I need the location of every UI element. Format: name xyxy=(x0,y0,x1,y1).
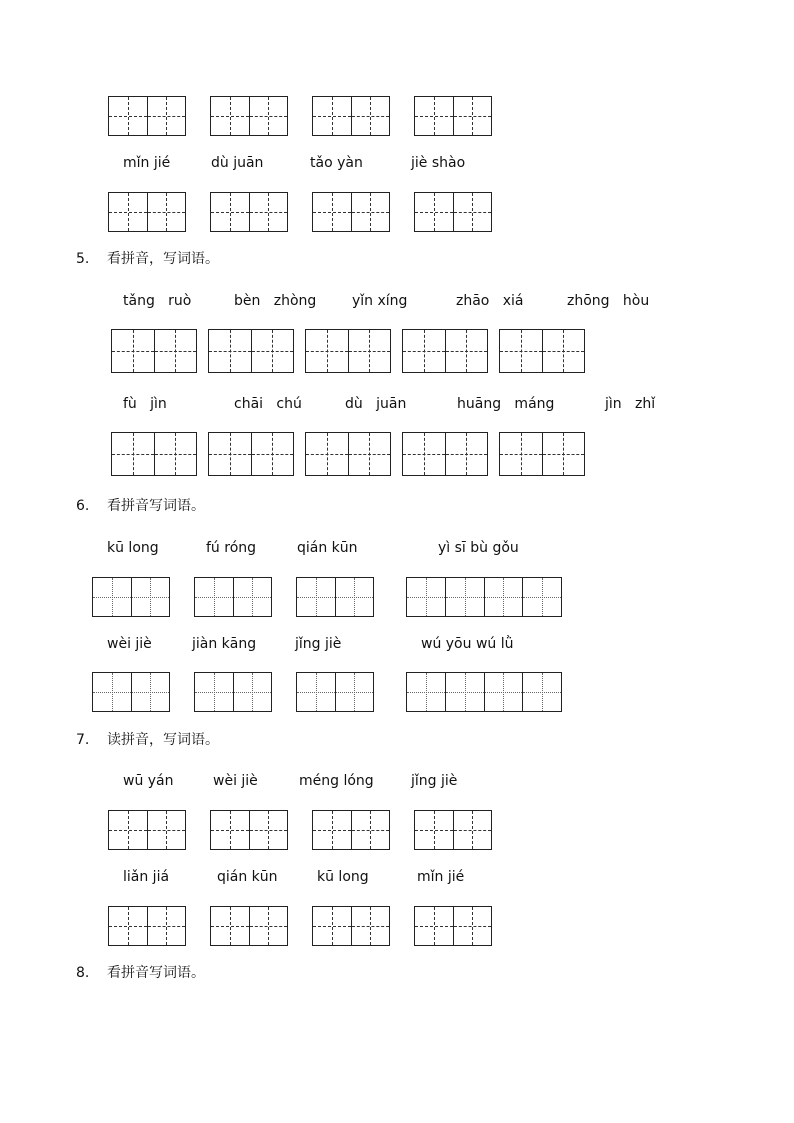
pinyin-label: dù juān xyxy=(345,396,407,412)
pinyin-label: zhōng hòu xyxy=(567,293,650,309)
pinyin-label: tǎo yàn xyxy=(310,155,363,171)
pinyin-label: wū yán xyxy=(123,773,174,789)
pinyin-label: kū long xyxy=(317,869,369,885)
writing-grid-2char[interactable] xyxy=(414,906,492,946)
writing-grid-2char[interactable] xyxy=(111,329,197,373)
question-number: 6. xyxy=(76,498,90,514)
pinyin-label: jiàn kāng xyxy=(192,636,257,652)
writing-grid-2char[interactable] xyxy=(305,329,391,373)
writing-grid-2char[interactable] xyxy=(92,577,170,617)
writing-grid-4char[interactable] xyxy=(406,672,562,712)
writing-grid-2char[interactable] xyxy=(108,192,186,232)
writing-grid-2char[interactable] xyxy=(108,810,186,850)
pinyin-label: fù jìn xyxy=(123,396,167,412)
writing-grid-2char[interactable] xyxy=(312,810,390,850)
pinyin-label: chāi chú xyxy=(234,396,302,412)
pinyin-label: jǐng jiè xyxy=(295,636,342,652)
writing-grid-2char[interactable] xyxy=(312,96,390,136)
writing-grid-4char[interactable] xyxy=(406,577,562,617)
question-instruction: 读拼音，写词语。 xyxy=(107,732,219,748)
writing-grid-2char[interactable] xyxy=(499,432,585,476)
question-instruction: 看拼音写词语。 xyxy=(107,498,205,514)
pinyin-label: wèi jiè xyxy=(213,773,258,789)
pinyin-label: qián kūn xyxy=(297,540,358,556)
pinyin-label: méng lóng xyxy=(299,773,374,789)
pinyin-label: jiè shào xyxy=(411,155,466,171)
pinyin-label: yǐn xíng xyxy=(352,293,408,309)
pinyin-label: jǐng jiè xyxy=(411,773,458,789)
writing-grid-2char[interactable] xyxy=(499,329,585,373)
writing-grid-2char[interactable] xyxy=(194,672,272,712)
pinyin-label: zhāo xiá xyxy=(456,293,524,309)
writing-grid-2char[interactable] xyxy=(296,672,374,712)
writing-grid-2char[interactable] xyxy=(296,577,374,617)
writing-grid-2char[interactable] xyxy=(194,577,272,617)
writing-grid-2char[interactable] xyxy=(402,432,488,476)
pinyin-label: huāng máng xyxy=(457,396,555,412)
writing-grid-2char[interactable] xyxy=(312,192,390,232)
question-number: 8. xyxy=(76,965,90,981)
pinyin-label: tǎng ruò xyxy=(123,293,192,309)
writing-grid-2char[interactable] xyxy=(210,96,288,136)
question-number: 7. xyxy=(76,732,90,748)
pinyin-label: bèn zhòng xyxy=(234,293,317,309)
writing-grid-2char[interactable] xyxy=(108,906,186,946)
writing-grid-2char[interactable] xyxy=(111,432,197,476)
pinyin-label: jìn zhǐ xyxy=(605,396,656,412)
writing-grid-2char[interactable] xyxy=(208,432,294,476)
writing-grid-2char[interactable] xyxy=(92,672,170,712)
writing-grid-2char[interactable] xyxy=(210,810,288,850)
question-number: 5. xyxy=(76,251,90,267)
pinyin-label: qián kūn xyxy=(217,869,278,885)
question-instruction: 看拼音，写词语。 xyxy=(107,251,219,267)
question-instruction: 看拼音写词语。 xyxy=(107,965,205,981)
writing-grid-2char[interactable] xyxy=(108,96,186,136)
pinyin-label: kū long xyxy=(107,540,159,556)
pinyin-label: dù juān xyxy=(211,155,264,171)
pinyin-label: fú róng xyxy=(206,540,257,556)
pinyin-label: mǐn jié xyxy=(417,869,465,885)
pinyin-label: yì sī bù gǒu xyxy=(438,540,519,556)
writing-grid-2char[interactable] xyxy=(210,906,288,946)
writing-grid-2char[interactable] xyxy=(305,432,391,476)
writing-grid-2char[interactable] xyxy=(312,906,390,946)
writing-grid-2char[interactable] xyxy=(414,810,492,850)
pinyin-label: mǐn jié xyxy=(123,155,171,171)
writing-grid-2char[interactable] xyxy=(414,96,492,136)
pinyin-label: liǎn jiá xyxy=(123,869,170,885)
writing-grid-2char[interactable] xyxy=(208,329,294,373)
writing-grid-2char[interactable] xyxy=(210,192,288,232)
writing-grid-2char[interactable] xyxy=(414,192,492,232)
pinyin-label: wèi jiè xyxy=(107,636,152,652)
pinyin-label: wú yōu wú lǜ xyxy=(421,636,514,652)
writing-grid-2char[interactable] xyxy=(402,329,488,373)
